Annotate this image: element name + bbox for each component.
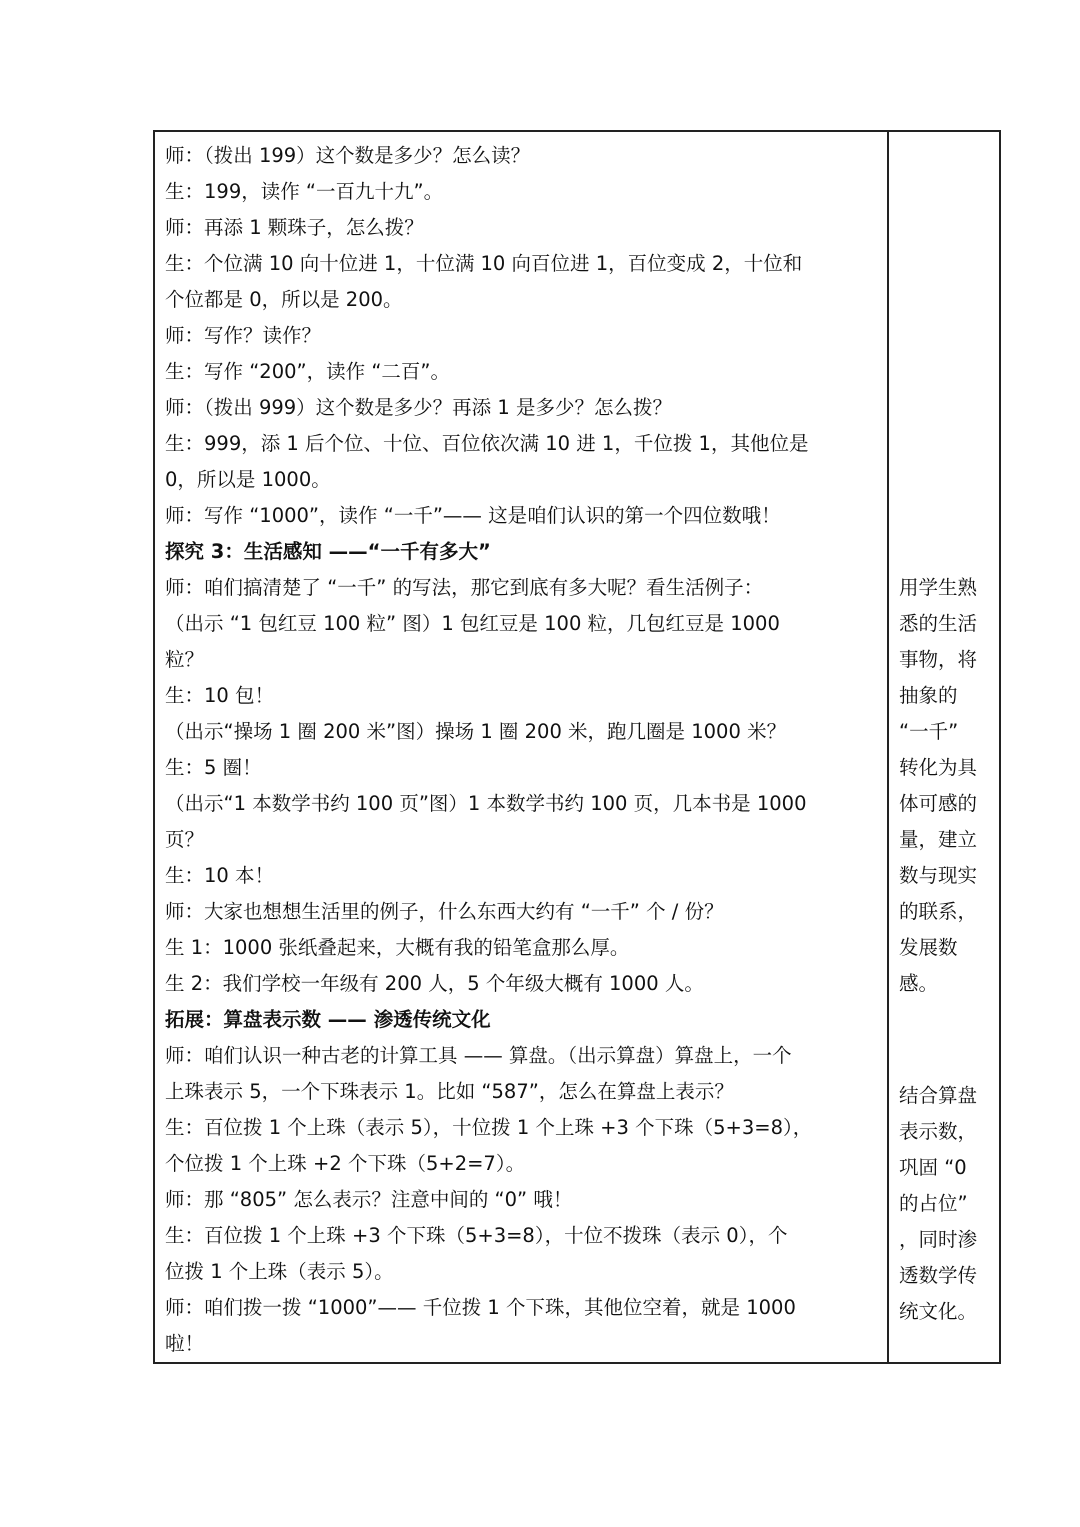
dialogue-line: 生 2：我们学校一年级有 200 人，5 个年级大概有 1000 人。 <box>165 972 704 995</box>
note-line: 发展数 <box>899 936 958 959</box>
dialogue-line: 生 1：1000 张纸叠起来，大概有我的铅笔盒那么厚。 <box>165 936 630 959</box>
note-line: “一千” <box>899 720 959 743</box>
dialogue-line: 师：再添 1 颗珠子，怎么拨？ <box>165 216 424 239</box>
dialogue-line: 生：10 包！ <box>165 684 275 707</box>
note-line: 转化为具 <box>899 756 978 779</box>
note-line: 统文化。 <box>899 1300 978 1323</box>
dialogue-line: 生：199，读作 “一百九十九”。 <box>165 180 444 203</box>
dialogue-line: 师：（拨出 999）这个数是多少？再添 1 是多少？怎么拨？ <box>165 396 672 419</box>
dialogue-line: （出示“操场 1 圈 200 米”图）操场 1 圈 200 米，跑几圈是 1000 米？ <box>165 720 787 743</box>
dialogue-line: 师：那 “805” 怎么表示？注意中间的 “0” 哦！ <box>165 1188 573 1211</box>
dialogue-line: 生：999，添 1 后个位、十位、百位依次满 10 进 1，千位拨 1，其他位是 <box>165 432 809 455</box>
dialogue-column <box>155 132 887 1362</box>
note-line: 抽象的 <box>899 684 958 707</box>
dialogue-line: 师：写作？读作？ <box>165 324 322 347</box>
dialogue-line: 师：咱们拨一拨 “1000”—— 千位拨 1 个下珠，其他位空着，就是 1000 <box>165 1296 796 1319</box>
dialogue-line: 生：百位拨 1 个上珠 +3 个下珠（5+3=8），十位不拨珠（表示 0），个 <box>165 1224 788 1247</box>
note-line: 巩固 “0 <box>899 1156 967 1179</box>
note-line: 体可感的 <box>899 792 978 815</box>
note-line: 的占位” <box>899 1192 968 1215</box>
note-line: 数与现实 <box>899 864 978 887</box>
dialogue-line: 个位都是 0，所以是 200。 <box>165 288 403 311</box>
dialogue-line: 生：个位满 10 向十位进 1，十位满 10 向百位进 1，百位变成 2，十位和 <box>165 252 803 275</box>
dialogue-line: （出示“1 本数学书约 100 页”图）1 本数学书约 100 页，几本书是 1000 <box>165 792 807 815</box>
dialogue-line: 粒？ <box>165 648 205 671</box>
dialogue-line: （出示 “1 包红豆 100 粒” 图）1 包红豆是 100 粒，几包红豆是 1000 <box>165 612 780 635</box>
dialogue-line: 页？ <box>165 828 205 851</box>
dialogue-line: 生：写作 “200”，读作 “二百”。 <box>165 360 451 383</box>
dialogue-line: 生：5 圈！ <box>165 756 262 779</box>
note-line: 感。 <box>899 972 939 995</box>
dialogue-line: 师：大家也想想生活里的例子，什么东西大约有 “一千” 个 / 份？ <box>165 900 724 923</box>
dialogue-line: 师：写作 “1000”，读作 “一千”—— 这是咱们认识的第一个四位数哦！ <box>165 504 781 527</box>
dialogue-line: 师：咱们搞清楚了 “一千” 的写法，那它到底有多大呢？看生活例子： <box>165 576 764 599</box>
note-line: ，同时渗 <box>899 1228 978 1251</box>
note-line: 事物，将 <box>899 648 978 671</box>
lesson-plan-table <box>153 130 1001 1364</box>
note-line: 悉的生活 <box>899 612 978 635</box>
dialogue-line: 上珠表示 5，一个下珠表示 1。比如 “587”，怎么在算盘上表示？ <box>165 1080 734 1103</box>
note-line: 量，建立 <box>899 828 978 851</box>
dialogue-line: 0，所以是 1000。 <box>165 468 331 491</box>
dialogue-line: 位拨 1 个上珠（表示 5）。 <box>165 1260 394 1283</box>
note-line: 透数学传 <box>899 1264 978 1287</box>
dialogue-line: 师：（拨出 199）这个数是多少？怎么读？ <box>165 144 531 167</box>
dialogue-line: 个位拨 1 个上珠 +2 个下珠（5+2=7）。 <box>165 1152 526 1175</box>
note-line: 的联系， <box>899 900 978 923</box>
dialogue-line: 啦！ <box>165 1332 205 1355</box>
note-line: 表示数， <box>899 1120 978 1143</box>
design-notes-column <box>889 132 1001 1362</box>
note-line: 结合算盘 <box>899 1084 978 1107</box>
note-line: 用学生熟 <box>899 576 978 599</box>
dialogue-line: 生：百位拨 1 个上珠（表示 5），十位拨 1 个上珠 +3 个下珠（5+3=8）， <box>165 1116 813 1139</box>
dialogue-line: 生：10 本！ <box>165 864 275 887</box>
section-heading-explore-3: 探究 3：生活感知 ——“一千有多大” <box>165 540 491 563</box>
dialogue-line: 师：咱们认识一种古老的计算工具 —— 算盘。（出示算盘）算盘上，一个 <box>165 1044 792 1067</box>
section-heading-extension: 拓展：算盘表示数 —— 渗透传统文化 <box>165 1008 491 1031</box>
